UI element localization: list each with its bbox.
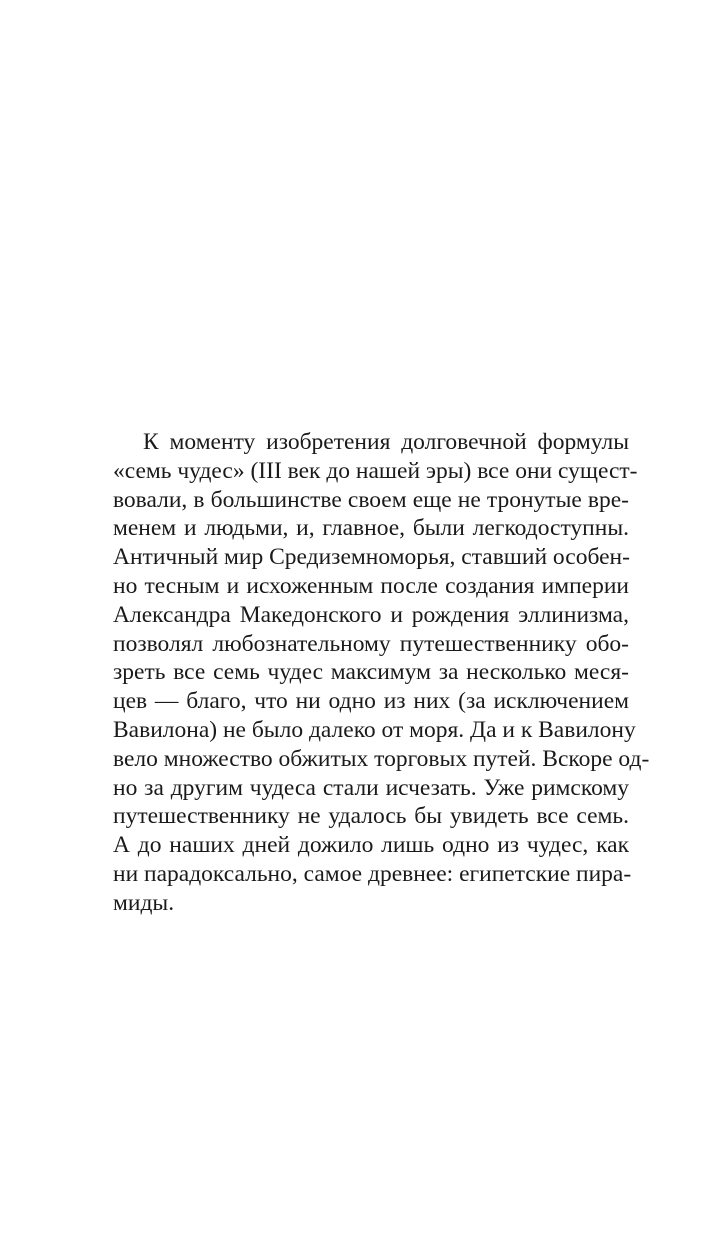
paragraph-line: позволял любознательному путешественнику обо- bbox=[113, 630, 629, 657]
paragraph-line: А до наших дней дожило лишь одно из чудес, как bbox=[113, 832, 629, 859]
paragraph-line: Александра Македонского и рождения эллинизма, bbox=[113, 601, 629, 628]
paragraph-line: вовали, в большинстве своем еще не тронутые вре- bbox=[113, 486, 629, 513]
paragraph-line: Античный мир Средиземноморья, ставший особен- bbox=[113, 544, 630, 571]
paragraph-line: путешественнику не удалось бы увидеть все семь. bbox=[113, 803, 629, 830]
paragraph-line: зреть все семь чудес максимум за несколько меся- bbox=[113, 659, 629, 686]
paragraph-line: ни парадоксально, самое древнее: египетские пира- bbox=[113, 860, 632, 887]
paragraph-line: менем и людьми, и, главное, были легкодоступны. bbox=[113, 515, 629, 542]
paragraph-line: цев — благо, что ни одно из них (за исключением bbox=[113, 688, 629, 715]
body-paragraph bbox=[113, 428, 650, 918]
paragraph-line: но тесным и исхоженным после создания империи bbox=[113, 572, 629, 599]
paragraph-line: Вавилона) не было далеко от моря. Да и к Вавилону bbox=[113, 716, 636, 743]
paragraph-line: вело множество обжитых торговых путей. Вскоре од- bbox=[113, 745, 650, 772]
paragraph-line: «семь чудес» (III век до нашей эры) все они сущест- bbox=[113, 457, 638, 484]
paragraph-line: миды. bbox=[113, 889, 175, 916]
paragraph-line: К моменту изобретения долговечной формулы bbox=[143, 429, 629, 455]
paragraph-line: но за другим чудеса стали исчезать. Уже римскому bbox=[113, 774, 629, 801]
